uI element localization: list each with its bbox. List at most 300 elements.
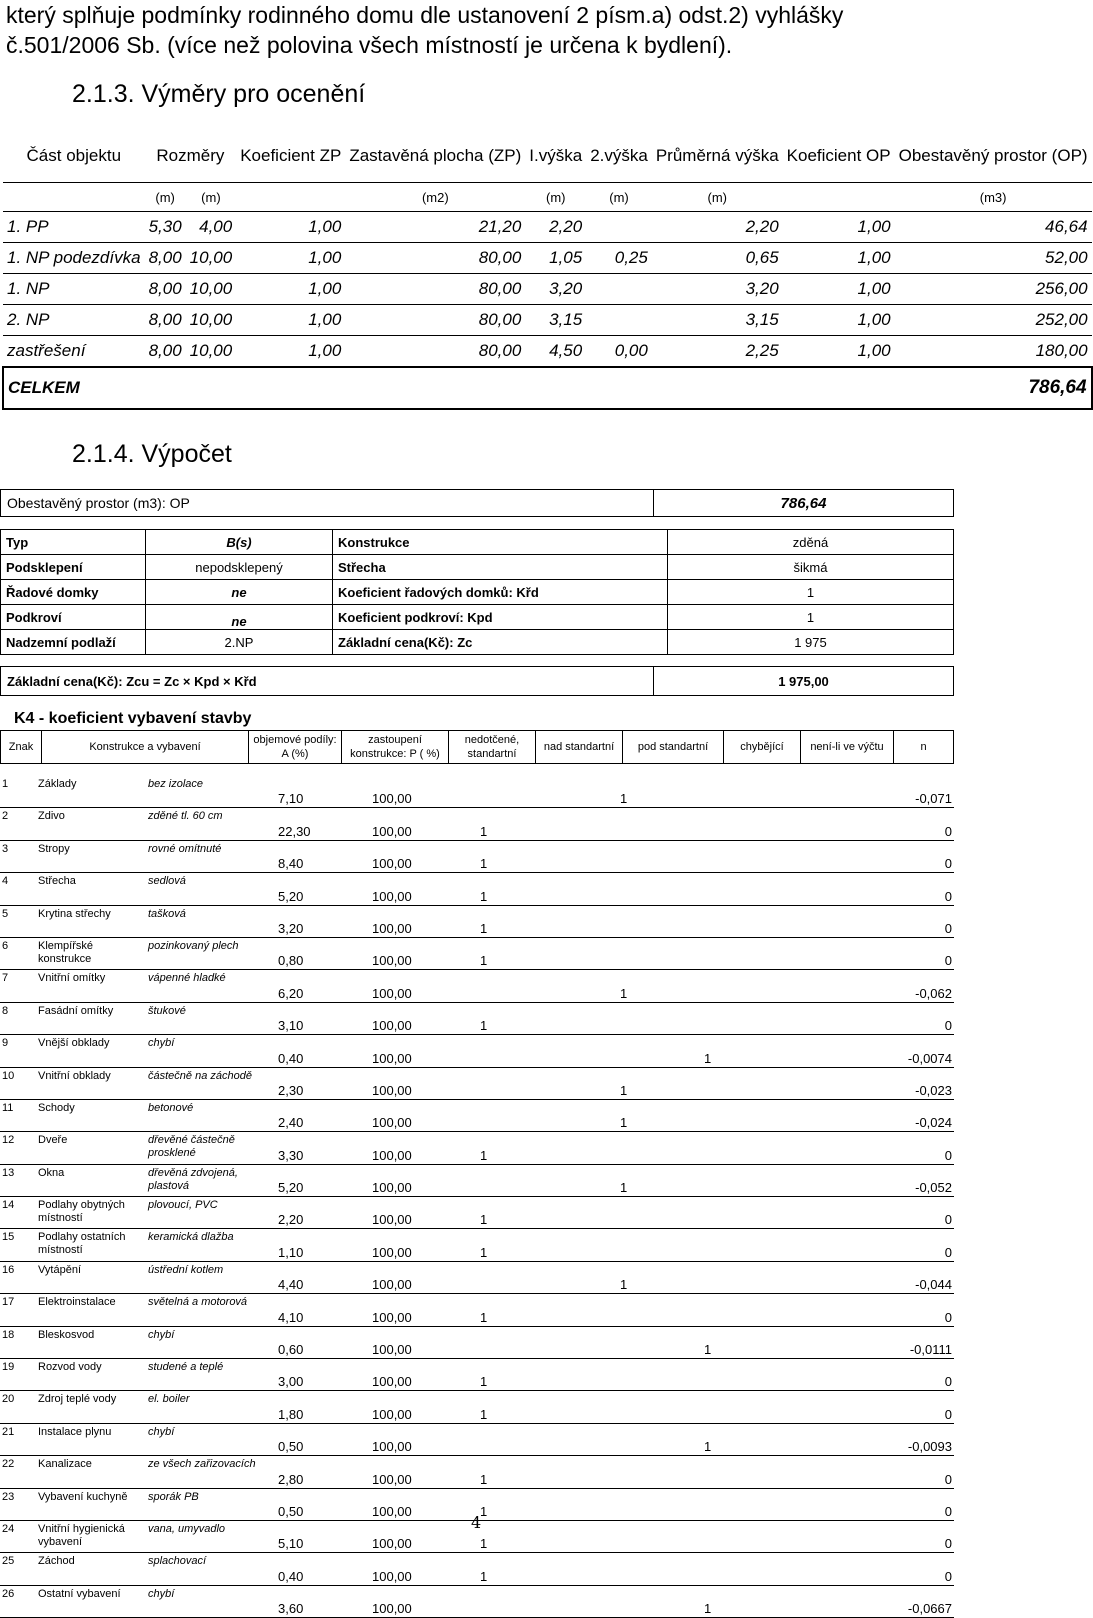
table-row: Podkroví ne Koeficient podkroví: Kpd 1 (1, 605, 954, 630)
k4-cell-ch (702, 1229, 842, 1261)
k4-cell-s (478, 1423, 618, 1455)
k4-cell-no: 21 (0, 1423, 36, 1455)
table-row (0, 1035, 954, 1067)
k4-cell-s: 1 (478, 1294, 618, 1326)
k4-cell-name: Vytápění (36, 1261, 146, 1293)
k4-cell-pod (618, 1391, 702, 1423)
k4-cell-pod: 1 (618, 1067, 702, 1099)
k4-cell-p: 100,00 (370, 1585, 478, 1617)
k4-cell-ch (702, 1261, 842, 1293)
k4-cell-n: 0 (842, 1456, 954, 1488)
k4-cell-a: 0,40 (276, 1035, 370, 1067)
k4-cell-s: 1 (478, 1002, 618, 1034)
k4-cell-ch (702, 808, 842, 840)
k4-cell-a: 5,20 (276, 873, 370, 905)
k4-cell-ch (702, 970, 842, 1002)
col-header: není-li ve výčtu (801, 731, 894, 764)
k4-cell-p: 100,00 (370, 808, 478, 840)
table-row (0, 1326, 954, 1358)
k4-cell-ch: 1 (702, 1326, 842, 1358)
k4-cell-s (478, 1067, 618, 1099)
k4-cell-ch (702, 873, 842, 905)
k4-cell-s: 1 (478, 1229, 618, 1261)
k4-cell-desc: částečně na záchodě (146, 1067, 276, 1099)
k4-cell-s: 1 (478, 1488, 618, 1520)
k4-cell-desc: el. boiler (146, 1391, 276, 1423)
k4-cell-name: Podlahy obytných místností (36, 1197, 146, 1229)
k4-cell-a: 4,40 (276, 1261, 370, 1293)
k4-cell-s (478, 1585, 618, 1617)
k4-cell-desc: světelná a motorová (146, 1294, 276, 1326)
unit-label: (m) (586, 183, 652, 212)
k4-cell-p: 100,00 (370, 1488, 478, 1520)
k4-cell-a: 8,40 (276, 840, 370, 872)
k4-cell-a: 3,60 (276, 1585, 370, 1617)
k4-cell-n: 0 (842, 1002, 954, 1034)
k4-cell-pod (618, 1520, 702, 1552)
obestaveny-box (0, 489, 954, 517)
k4-cell-ch (702, 1099, 842, 1131)
k4-cell-name: Zdroj teplé vody (36, 1391, 146, 1423)
k4-cell-no: 19 (0, 1359, 36, 1391)
k4-cell-desc: studené a teplé (146, 1359, 276, 1391)
k4-cell-a: 0,80 (276, 937, 370, 969)
intro-line-2: č.501/2006 Sb. (více než polovina všech místností je určena k bydlení). (6, 32, 733, 58)
unit-label: (m) (525, 183, 586, 212)
k4-cell-n: 0 (842, 840, 954, 872)
k4-cell-no: 1 (0, 776, 36, 808)
k4-cell-desc: chybí (146, 1423, 276, 1455)
k4-cell-n: 0 (842, 808, 954, 840)
k4-cell-p: 100,00 (370, 1326, 478, 1358)
col-header: Koeficient OP (783, 130, 895, 183)
k4-cell-name: Instalace plynu (36, 1423, 146, 1455)
k4-cell-pod (618, 905, 702, 937)
obestaveny-value: 786,64 (654, 490, 954, 517)
k4-cell-p: 100,00 (370, 1423, 478, 1455)
k4-cell-a: 2,30 (276, 1067, 370, 1099)
table-row (0, 937, 954, 969)
col-header: I.výška (525, 130, 586, 183)
col-header: chybějící (724, 731, 801, 764)
k4-title: K4 - koeficient vybavení stavby (14, 710, 252, 727)
k4-table (0, 776, 954, 1618)
section-heading-vymery: 2.1.3. Výměry pro ocenění (72, 80, 366, 108)
col-header: pod standartní (623, 731, 724, 764)
k4-cell-p: 100,00 (370, 1229, 478, 1261)
table-row (0, 905, 954, 937)
k4-cell-no: 22 (0, 1456, 36, 1488)
table-row: Nadzemní podlaží 2.NP Základní cena(Kč): Zc 1 975 (1, 630, 954, 655)
k4-cell-desc: rovné omítnuté (146, 840, 276, 872)
col-header: Obestavěný prostor (OP) (895, 130, 1092, 183)
page-number: 4 (471, 1513, 482, 1532)
k4-cell-p: 100,00 (370, 937, 478, 969)
k4-cell-desc: vápenné hladké (146, 970, 276, 1002)
k4-cell-s: 1 (478, 1456, 618, 1488)
k4-cell-p: 100,00 (370, 1261, 478, 1293)
table-row: zastřešení 8,00 10,00 1,00 80,00 4,50 0,00 2,25 1,00 180,00 (3, 336, 1092, 368)
table-row: Typ B(s) Konstrukce zděná (1, 530, 954, 555)
k4-cell-name: Střecha (36, 873, 146, 905)
k4-cell-n: -0,062 (842, 970, 954, 1002)
k4-cell-n: 0 (842, 937, 954, 969)
col-header: nedotčené, standartní (449, 731, 536, 764)
k4-cell-n: -0,052 (842, 1164, 954, 1196)
k4-cell-a: 7,10 (276, 776, 370, 808)
typ-table (0, 529, 954, 655)
k4-cell-s (478, 1164, 618, 1196)
k4-cell-p: 100,00 (370, 1132, 478, 1164)
k4-cell-n: -0,071 (842, 776, 954, 808)
k4-cell-pod (618, 1326, 702, 1358)
k4-cell-name: Záchod (36, 1553, 146, 1585)
k4-cell-a: 5,20 (276, 1164, 370, 1196)
k4-cell-ch (702, 1197, 842, 1229)
k4-cell-ch (702, 776, 842, 808)
total-label: CELKEM (3, 367, 652, 409)
unit-label: (m) (186, 183, 237, 212)
k4-cell-a: 3,00 (276, 1359, 370, 1391)
k4-cell-name: Krytina střechy (36, 905, 146, 937)
k4-cell-n: 0 (842, 1197, 954, 1229)
col-header: n (894, 731, 954, 764)
k4-cell-a: 5,10 (276, 1520, 370, 1552)
k4-cell-n: 0 (842, 1553, 954, 1585)
k4-cell-s: 1 (478, 840, 618, 872)
k4-cell-a: 1,10 (276, 1229, 370, 1261)
table-row (0, 1067, 954, 1099)
table-row (0, 1099, 954, 1131)
table-row (0, 1359, 954, 1391)
col-header: Znak (1, 731, 42, 764)
k4-cell-p: 100,00 (370, 1456, 478, 1488)
k4-cell-pod (618, 1359, 702, 1391)
k4-cell-desc: sedlová (146, 873, 276, 905)
table-row (0, 1164, 954, 1196)
zcu-value: 1 975,00 (654, 667, 954, 696)
unit-label: (m3) (895, 183, 1092, 212)
k4-cell-s (478, 1035, 618, 1067)
k4-cell-desc: ze všech zařizovacích (146, 1456, 276, 1488)
k4-cell-no: 23 (0, 1488, 36, 1520)
k4-cell-no: 5 (0, 905, 36, 937)
k4-cell-desc: chybí (146, 1326, 276, 1358)
k4-cell-n: 0 (842, 1132, 954, 1164)
k4-cell-n: 0 (842, 1359, 954, 1391)
k4-cell-a: 1,80 (276, 1391, 370, 1423)
k4-cell-no: 15 (0, 1229, 36, 1261)
k4-cell-no: 6 (0, 937, 36, 969)
table-row (0, 776, 954, 808)
k4-cell-desc: vana, umyvadlo (146, 1520, 276, 1552)
k4-cell-pod: 1 (618, 776, 702, 808)
k4-cell-a: 0,60 (276, 1326, 370, 1358)
k4-cell-a: 0,50 (276, 1488, 370, 1520)
k4-cell-s: 1 (478, 905, 618, 937)
k4-cell-a: 3,20 (276, 905, 370, 937)
k4-cell-n: 0 (842, 1520, 954, 1552)
k4-cell-p: 100,00 (370, 1553, 478, 1585)
k4-cell-pod (618, 937, 702, 969)
k4-cell-p: 100,00 (370, 1197, 478, 1229)
k4-cell-pod (618, 840, 702, 872)
table-row (0, 873, 954, 905)
k4-cell-a: 22,30 (276, 808, 370, 840)
k4-cell-no: 12 (0, 1132, 36, 1164)
k4-cell-name: Stropy (36, 840, 146, 872)
k4-cell-ch (702, 1067, 842, 1099)
k4-cell-p: 100,00 (370, 1099, 478, 1131)
k4-cell-a: 3,30 (276, 1132, 370, 1164)
col-header: Průměrná výška (652, 130, 783, 183)
table-row (0, 1391, 954, 1423)
k4-cell-name: Rozvod vody (36, 1359, 146, 1391)
k4-cell-pod: 1 (618, 1261, 702, 1293)
table-row (0, 808, 954, 840)
table-row: Řadové domky ne Koeficient řadových domků: Křd 1 (1, 580, 954, 605)
k4-cell-n: -0,024 (842, 1099, 954, 1131)
zcu-label: Základní cena(Kč): Zcu = Zc × Kpd × Křd (1, 667, 654, 696)
zcu-box (0, 666, 954, 696)
k4-cell-desc: zděné tl. 60 cm (146, 808, 276, 840)
k4-cell-name: Podlahy ostatních místností (36, 1229, 146, 1261)
k4-cell-name: Elektroinstalace (36, 1294, 146, 1326)
k4-cell-p: 100,00 (370, 970, 478, 1002)
k4-cell-name: Klempířské konstrukce (36, 937, 146, 969)
k4-cell-pod (618, 873, 702, 905)
k4-cell-n: 0 (842, 1229, 954, 1261)
table-row (0, 840, 954, 872)
col-header: nad standartní (536, 731, 623, 764)
total-row (3, 367, 1092, 409)
k4-cell-p: 100,00 (370, 1067, 478, 1099)
k4-cell-no: 4 (0, 873, 36, 905)
k4-cell-s: 1 (478, 1197, 618, 1229)
table-row: Podsklepení nepodsklepený Střecha šikmá (1, 555, 954, 580)
k4-cell-pod (618, 1132, 702, 1164)
k4-cell-name: Bleskosvod (36, 1326, 146, 1358)
k4-cell-ch (702, 1164, 842, 1196)
k4-cell-ch (702, 1294, 842, 1326)
k4-cell-n: 0 (842, 1391, 954, 1423)
k4-cell-p: 100,00 (370, 1391, 478, 1423)
k4-cell-pod (618, 1002, 702, 1034)
k4-cell-no: 14 (0, 1197, 36, 1229)
k4-cell-ch (702, 905, 842, 937)
k4-cell-n: -0,044 (842, 1261, 954, 1293)
k4-cell-p: 100,00 (370, 905, 478, 937)
col-header: Konstrukce a vybavení (42, 731, 249, 764)
table-row (0, 1294, 954, 1326)
k4-cell-s (478, 970, 618, 1002)
k4-cell-name: Kanalizace (36, 1456, 146, 1488)
k4-cell-desc: pozinkovaný plech (146, 937, 276, 969)
k4-cell-desc: keramická dlažba (146, 1229, 276, 1261)
k4-cell-pod: 1 (618, 970, 702, 1002)
k4-cell-no: 11 (0, 1099, 36, 1131)
intro-line-1: který splňuje podmínky rodinného domu dle ustanovení 2 písm.a) odst.2) vyhlášky (6, 2, 844, 28)
k4-cell-a: 2,20 (276, 1197, 370, 1229)
k4-cell-ch (702, 1520, 842, 1552)
k4-cell-no: 7 (0, 970, 36, 1002)
k4-cell-name: Vnitřní obklady (36, 1067, 146, 1099)
k4-cell-pod (618, 1035, 702, 1067)
k4-cell-ch (702, 1488, 842, 1520)
k4-cell-ch (702, 1002, 842, 1034)
unit-label: (m2) (345, 183, 525, 212)
vymery-table (2, 130, 1093, 410)
k4-cell-a: 4,10 (276, 1294, 370, 1326)
table-row (0, 1456, 954, 1488)
k4-cell-pod: 1 (618, 1099, 702, 1131)
k4-cell-p: 100,00 (370, 1002, 478, 1034)
obestaveny-label: Obestavěný prostor (m3): OP (1, 490, 654, 517)
col-header: zastoupení konstrukce: P ( %) (342, 731, 449, 764)
k4-cell-p: 100,00 (370, 1035, 478, 1067)
k4-cell-pod (618, 1456, 702, 1488)
k4-cell-no: 26 (0, 1585, 36, 1617)
k4-cell-desc: bez izolace (146, 776, 276, 808)
table-row (0, 1132, 954, 1164)
table-row (0, 1585, 954, 1617)
k4-cell-no: 3 (0, 840, 36, 872)
k4-cell-name: Zdivo (36, 808, 146, 840)
table-row (0, 1261, 954, 1293)
k4-cell-no: 25 (0, 1553, 36, 1585)
k4-cell-n: -0,023 (842, 1067, 954, 1099)
k4-cell-s (478, 776, 618, 808)
table-row (0, 1229, 954, 1261)
col-header: Zastavěná plocha (ZP) (345, 130, 525, 183)
table-row (0, 1553, 954, 1585)
table-row (0, 1002, 954, 1034)
k4-cell-pod (618, 1488, 702, 1520)
k4-cell-a: 0,50 (276, 1423, 370, 1455)
k4-cell-name: Vnitřní omítky (36, 970, 146, 1002)
k4-cell-n: 0 (842, 1488, 954, 1520)
k4-cell-p: 100,00 (370, 873, 478, 905)
k4-cell-s: 1 (478, 1132, 618, 1164)
col-header: objemové podíly: A (%) (249, 731, 342, 764)
k4-cell-s (478, 1261, 618, 1293)
k4-cell-a: 0,40 (276, 1553, 370, 1585)
unit-label: (m) (652, 183, 783, 212)
k4-cell-pod: 1 (618, 1164, 702, 1196)
k4-cell-ch (702, 1359, 842, 1391)
k4-cell-ch (702, 1132, 842, 1164)
k4-cell-no: 24 (0, 1520, 36, 1552)
k4-cell-ch (702, 840, 842, 872)
k4-cell-n: -0,0093 (842, 1423, 954, 1455)
k4-cell-ch (702, 1456, 842, 1488)
table-row (0, 1423, 954, 1455)
k4-cell-s (478, 1326, 618, 1358)
k4-cell-pod (618, 1229, 702, 1261)
k4-cell-n: -0,0667 (842, 1585, 954, 1617)
k4-cell-name: Vnější obklady (36, 1035, 146, 1067)
k4-cell-name: Vybavení kuchyně (36, 1488, 146, 1520)
k4-header-table (0, 730, 954, 764)
k4-cell-a: 6,20 (276, 970, 370, 1002)
k4-cell-name: Fasádní omítky (36, 1002, 146, 1034)
unit-label: (m) (145, 183, 186, 212)
k4-cell-desc: dřevěná zdvojená, plastová (146, 1164, 276, 1196)
k4-cell-desc: plovoucí, PVC (146, 1197, 276, 1229)
table-row: 1. PP 5,30 4,00 1,00 21,20 2,20 2,20 1,00 46,64 (3, 212, 1092, 243)
k4-cell-ch: 1 (702, 1035, 842, 1067)
k4-cell-p: 100,00 (370, 840, 478, 872)
k4-cell-ch (702, 1391, 842, 1423)
k4-cell-name: Ostatní vybavení (36, 1585, 146, 1617)
k4-cell-n: 0 (842, 905, 954, 937)
k4-cell-name: Schody (36, 1099, 146, 1131)
k4-cell-pod (618, 1197, 702, 1229)
k4-cell-desc: betonové (146, 1099, 276, 1131)
k4-cell-s: 1 (478, 937, 618, 969)
k4-cell-name: Základy (36, 776, 146, 808)
k4-cell-desc: sporák PB (146, 1488, 276, 1520)
k4-cell-no: 8 (0, 1002, 36, 1034)
k4-cell-n: 0 (842, 1294, 954, 1326)
k4-cell-s: 1 (478, 1553, 618, 1585)
k4-cell-ch: 1 (702, 1423, 842, 1455)
k4-cell-ch: 1 (702, 1585, 842, 1617)
k4-cell-no: 20 (0, 1391, 36, 1423)
k4-cell-s: 1 (478, 873, 618, 905)
k4-cell-no: 18 (0, 1326, 36, 1358)
total-value: 786,64 (652, 367, 1092, 409)
k4-cell-no: 9 (0, 1035, 36, 1067)
k4-cell-s: 1 (478, 808, 618, 840)
k4-cell-p: 100,00 (370, 1294, 478, 1326)
k4-cell-desc: tašková (146, 905, 276, 937)
k4-cell-n: -0,0111 (842, 1326, 954, 1358)
table-row (0, 970, 954, 1002)
section-heading-vypocet: 2.1.4. Výpočet (72, 440, 232, 468)
k4-cell-pod (618, 1553, 702, 1585)
k4-cell-desc: chybí (146, 1585, 276, 1617)
k4-cell-s: 1 (478, 1391, 618, 1423)
k4-cell-s: 1 (478, 1359, 618, 1391)
table-row: 1. NP 8,00 10,00 1,00 80,00 3,20 3,20 1,00 256,00 (3, 274, 1092, 305)
k4-cell-s: 1 (478, 1520, 618, 1552)
k4-cell-name: Dveře (36, 1132, 146, 1164)
k4-cell-p: 100,00 (370, 1520, 478, 1552)
col-header: Část objektu (3, 130, 145, 183)
k4-cell-p: 100,00 (370, 1164, 478, 1196)
table-row: 1. NP podezdívka 8,00 10,00 1,00 80,00 1,05 0,25 0,65 1,00 52,00 (3, 243, 1092, 274)
k4-cell-desc: štukové (146, 1002, 276, 1034)
k4-cell-desc: splachovací (146, 1553, 276, 1585)
k4-cell-pod (618, 808, 702, 840)
col-header: 2.výška (586, 130, 652, 183)
col-header: Koeficient ZP (236, 130, 345, 183)
k4-cell-no: 16 (0, 1261, 36, 1293)
k4-cell-a: 2,40 (276, 1099, 370, 1131)
col-header: Rozměry (145, 130, 237, 183)
k4-cell-ch (702, 1553, 842, 1585)
k4-cell-desc: chybí (146, 1035, 276, 1067)
k4-cell-desc: ústřední kotlem (146, 1261, 276, 1293)
intro-text (6, 0, 843, 60)
k4-cell-p: 100,00 (370, 776, 478, 808)
k4-cell-no: 2 (0, 808, 36, 840)
k4-cell-pod (618, 1294, 702, 1326)
k4-cell-a: 3,10 (276, 1002, 370, 1034)
k4-cell-n: 0 (842, 873, 954, 905)
k4-cell-pod (618, 1585, 702, 1617)
